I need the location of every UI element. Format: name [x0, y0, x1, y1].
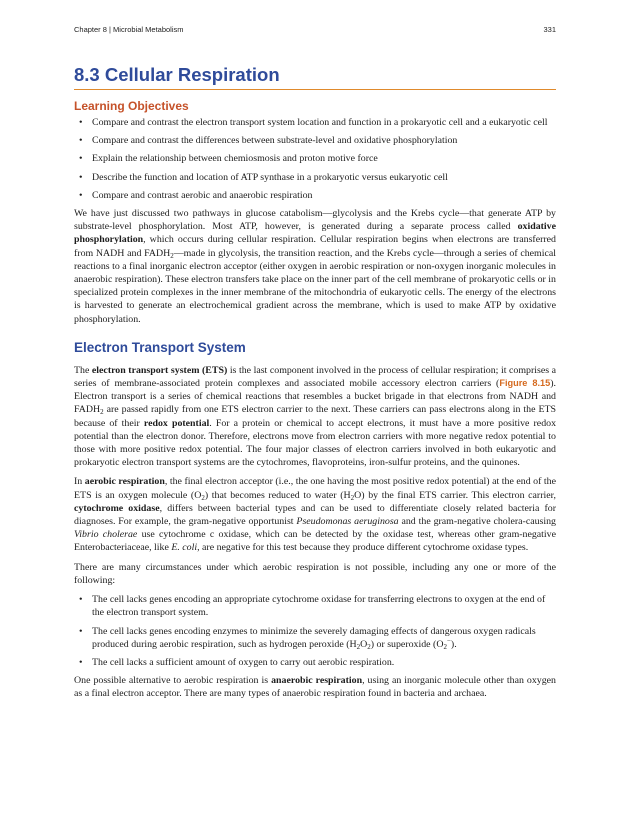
running-head	[74, 25, 556, 34]
ets-heading: Electron Transport System	[74, 339, 246, 355]
learning-objectives-list	[74, 116, 556, 202]
objective-item: • Explain the relationship between chemiosmosis and proton motive force	[92, 152, 556, 165]
section-title: 8.3 Cellular Respiration	[74, 64, 280, 85]
term-aerobic-respiration: aerobic respiration	[84, 476, 165, 488]
conditions-list	[74, 593, 556, 669]
condition-item: • The cell lacks a sufficient amount of oxygen to carry out aerobic respiration.	[92, 656, 556, 669]
species-name: E. coli	[171, 542, 198, 554]
condition-item: • The cell lacks genes encoding an appropriate cytochrome oxidase for transferring electrons to oxygen at the end of the electron transport system.	[92, 593, 556, 619]
figure-link[interactable]: Figure 8.15	[499, 378, 551, 389]
textbook-page	[74, 0, 556, 815]
term-ets: electron transport system (ETS)	[91, 364, 228, 376]
learning-objectives-heading: Learning Objectives	[74, 99, 189, 113]
chapter-label: Chapter 8 | Microbial Metabolism	[74, 25, 184, 34]
ets-paragraph-1: The electron transport system (ETS) is the last component involved in the process of cellular respiration; it comprises a series of membrane-associated protein complexes and associated mobile accessory electron carriers (Figure 8.15). Electron transport is a series of chemical reactions that resembles a bucket brigade in that electrons from NADH and $FADH_2$ are passed rapidly from one ETS electron carrier to the next. These carriers can pass electrons along in the ETS because of their redox potential. For a protein or chemical to accept electrons, it must have a more positive redox potential than the electron donor. Therefore, electrons move from electron carriers with more negative redox potential to those with more positive redox potential. The four major classes of electron carriers involved in both eukaryotic and prokaryotic electron transport systems are the cytochromes, flavoproteins, iron-sulfur proteins, and the quinones.	[74, 364, 557, 469]
ets-paragraph-3: There are many circumstances under which aerobic respiration is not possible, including any one or more of the following:	[74, 561, 556, 586]
term-cytochrome-oxidase: cytochrome oxidase	[74, 502, 160, 514]
term-anaerobic-respiration: anaerobic respiration	[271, 675, 363, 687]
objective-item: • Compare and contrast the differences between substrate-level and oxidative phosphorylation	[92, 134, 556, 147]
ets-paragraph-4: One possible alternative to aerobic respiration is anaerobic respiration, using an inorganic molecule other than oxygen as a final electron acceptor. There are many types of anaerobic respiration found in bacteria and archaea.	[74, 675, 556, 700]
species-name: Vibrio cholerae	[74, 529, 138, 541]
page-number: 331	[543, 25, 556, 34]
condition-item: • The cell lacks genes encoding enzymes to minimize the severely damaging effects of dangerous oxygen radicals produced during aerobic respiration, such as hydrogen peroxide $(H_2O_2)$ or superoxide $(O_2^-)$.	[92, 625, 556, 651]
title-divider	[74, 89, 556, 90]
page-content	[74, 116, 556, 707]
intro-paragraph: We have just discussed two pathways in glucose catabolism—glycolysis and the Krebs cycle—that generate ATP by substrate-level phosphorylation. Most ATP, however, is generated during a separate process called oxidative phosphorylation, which occurs during cellular respiration. Cellular respiration begins when electrons are transferred from NADH and $FADH_2—made$ in glycolysis, the transition reaction, and the Krebs cycle—through a series of chemical reactions to a final inorganic electron acceptor (either oxygen in aerobic respiration or non-oxygen inorganic molecules in anaerobic respiration). These electron transfers take place on the inner part of the cell membrane of prokaryotic cells or in specialized protein complexes in the inner membrane of the mitochondria of eukaryotic cells. The energy of the electrons is harvested to generate an electrochemical gradient across the membrane, which is used to make ATP by oxidative phosphorylation.	[74, 208, 556, 325]
objective-item: • Compare and contrast the electron transport system location and function in a prokaryotic cell and a eukaryotic cell	[92, 116, 556, 129]
species-name: Pseudomonas aeruginosa	[296, 516, 399, 528]
superoxide-formula: $(O_2^-)$	[433, 636, 455, 651]
term-oxidative-phosphorylation: oxidative phosphorylation	[74, 221, 556, 246]
objective-item: • Describe the function and location of ATP synthase in a prokaryotic versus eukaryotic cell	[92, 171, 556, 184]
term-redox-potential: redox potential	[143, 417, 210, 429]
ets-paragraph-2: In aerobic respiration, the final electron acceptor (i.e., the one having the most positive redox potential) at the end of the ETS is an oxygen molecule $(O_2)$ that becomes reduced to water $(H_2O)$ by the final ETS carrier. This electron carrier, cytochrome oxidase, differs between bacterial types and can be used to differentiate closely related bacteria for diagnoses. For example, the gram-negative opportunist Pseudomonas aeruginosa and the gram-negative cholera-causing Vibrio cholerae use cytochrome c oxidase, which can be detected by the oxidase test, whereas other gram-negative Enterobacteriaceae, like E. coli, are negative for this test because they produce different cytochrome oxidase types.	[74, 476, 556, 554]
objective-item: • Compare and contrast aerobic and anaerobic respiration	[92, 189, 556, 202]
